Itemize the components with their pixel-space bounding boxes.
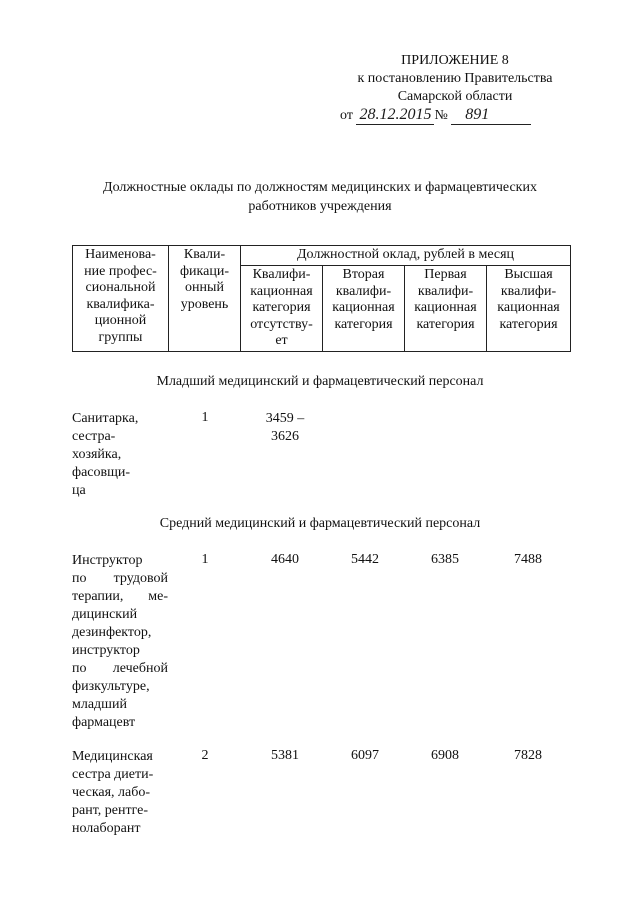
row-salary-no-category: 5381 [271,748,299,763]
header-text: квалифи- [335,283,392,299]
row-salary-second-category: 6097 [351,748,379,763]
header-text: категория [416,316,475,332]
header-text: Наименова- [85,247,156,262]
row-name-line: по трудовой [72,571,168,586]
table-row-name [72,748,168,838]
row-salary-first-category: 6908 [431,748,459,763]
row-name-line: фасовщи- [72,465,131,480]
row-qualification-level: 1 [201,552,209,567]
appendix-date-line [330,106,580,125]
header-text: квалифика- [86,296,155,312]
header-text: кационная [414,300,477,315]
date-prefix: от [340,108,353,123]
header-text: ционной [94,313,147,328]
header-qualification-level [169,246,241,352]
appendix-decree-line: к постановлению Правительства [357,71,553,86]
header-text: кационная [250,283,313,299]
appendix-title: ПРИЛОЖЕНИЕ 8 [401,53,509,68]
header-group-name [73,246,169,352]
row-name-line: ческая, лабо- [72,785,151,800]
header-text: отсутству- [250,316,313,332]
row-name-line: физкультуре, [72,679,150,694]
row-name-line: Медицинская [72,749,153,764]
header-text: Квалифи- [252,267,311,282]
row-name-line: ца [72,483,86,498]
handwritten-date: 28.12.2015 [356,106,434,125]
section-title-middle-staff: Средний медицинский и фармацевтический персонал [159,516,481,531]
header-text: уровень [180,296,229,312]
row-salary-first-category: 6385 [431,552,459,567]
row-name-line: дезинфектор, [72,625,152,640]
row-name-line: терапии, ме- [72,589,168,604]
header-text: категория [252,300,311,315]
salary-table-header [72,245,571,352]
row-name-line: сестра- [72,429,116,444]
row-qualification-level: 1 [201,410,209,425]
header-text: квалифи- [500,283,557,299]
row-name-line: сестра диети- [72,767,154,782]
document-title [60,178,580,216]
row-salary-range [248,410,322,446]
header-text: категория [499,316,558,332]
section-title-junior-staff: Младший медицинский и фармацевтический персонал [156,374,484,389]
header-text: ет [275,333,288,348]
appendix-header [330,52,580,125]
row-name-line: хозяйка, [72,447,122,462]
document-title-line: Должностные оклады по должностям медицинских и фармацевтических [103,180,537,195]
header-salary-group: Должностной оклад, рублей в месяц [241,246,571,266]
row-name-line: дицинский [72,607,138,622]
header-first-category [405,266,487,352]
table-row-name [72,410,168,500]
row-salary-second-category: 5442 [351,552,379,567]
header-top-category [487,266,571,352]
header-text: квалифи- [417,283,474,299]
row-name-line: Инструктор [72,553,143,568]
row-salary-top-category: 7488 [514,552,542,567]
header-text: группы [98,329,143,345]
header-second-category [323,266,405,352]
row-salary-top-category: 7828 [514,748,542,763]
handwritten-number: 891 [451,106,531,125]
header-text: кационная [497,300,560,315]
row-name-line: нолаборант [72,821,141,836]
header-text: кационная [332,300,395,315]
document-title-line: работников учреждения [248,199,392,214]
row-name-line: рант, рентге- [72,803,149,818]
number-sign: № [434,108,448,123]
row-name-line: Санитарка, [72,411,139,426]
header-text: Вторая [342,267,385,282]
row-salary-no-category: 4640 [271,552,299,567]
row-name-line: по лечебной [72,661,168,676]
row-name-line: младший [72,697,127,712]
header-no-category [241,266,323,352]
salary-range-line: 3459 – [265,411,305,426]
header-text: Первая [424,267,467,282]
header-text: Высшая [504,267,553,282]
header-text: ние профес- [84,263,157,279]
header-text: фикаци- [179,263,229,279]
header-text: Квали- [183,247,226,262]
row-qualification-level: 2 [201,748,209,763]
appendix-region-line: Самарской области [397,89,513,104]
header-text: онный [185,280,224,295]
row-name-line: инструктор [72,643,140,658]
row-name-line: фармацевт [72,715,136,730]
table-row-name [72,552,168,732]
header-text: категория [334,316,393,332]
salary-range-line: 3626 [271,429,299,444]
header-text: сиональной [85,280,156,295]
